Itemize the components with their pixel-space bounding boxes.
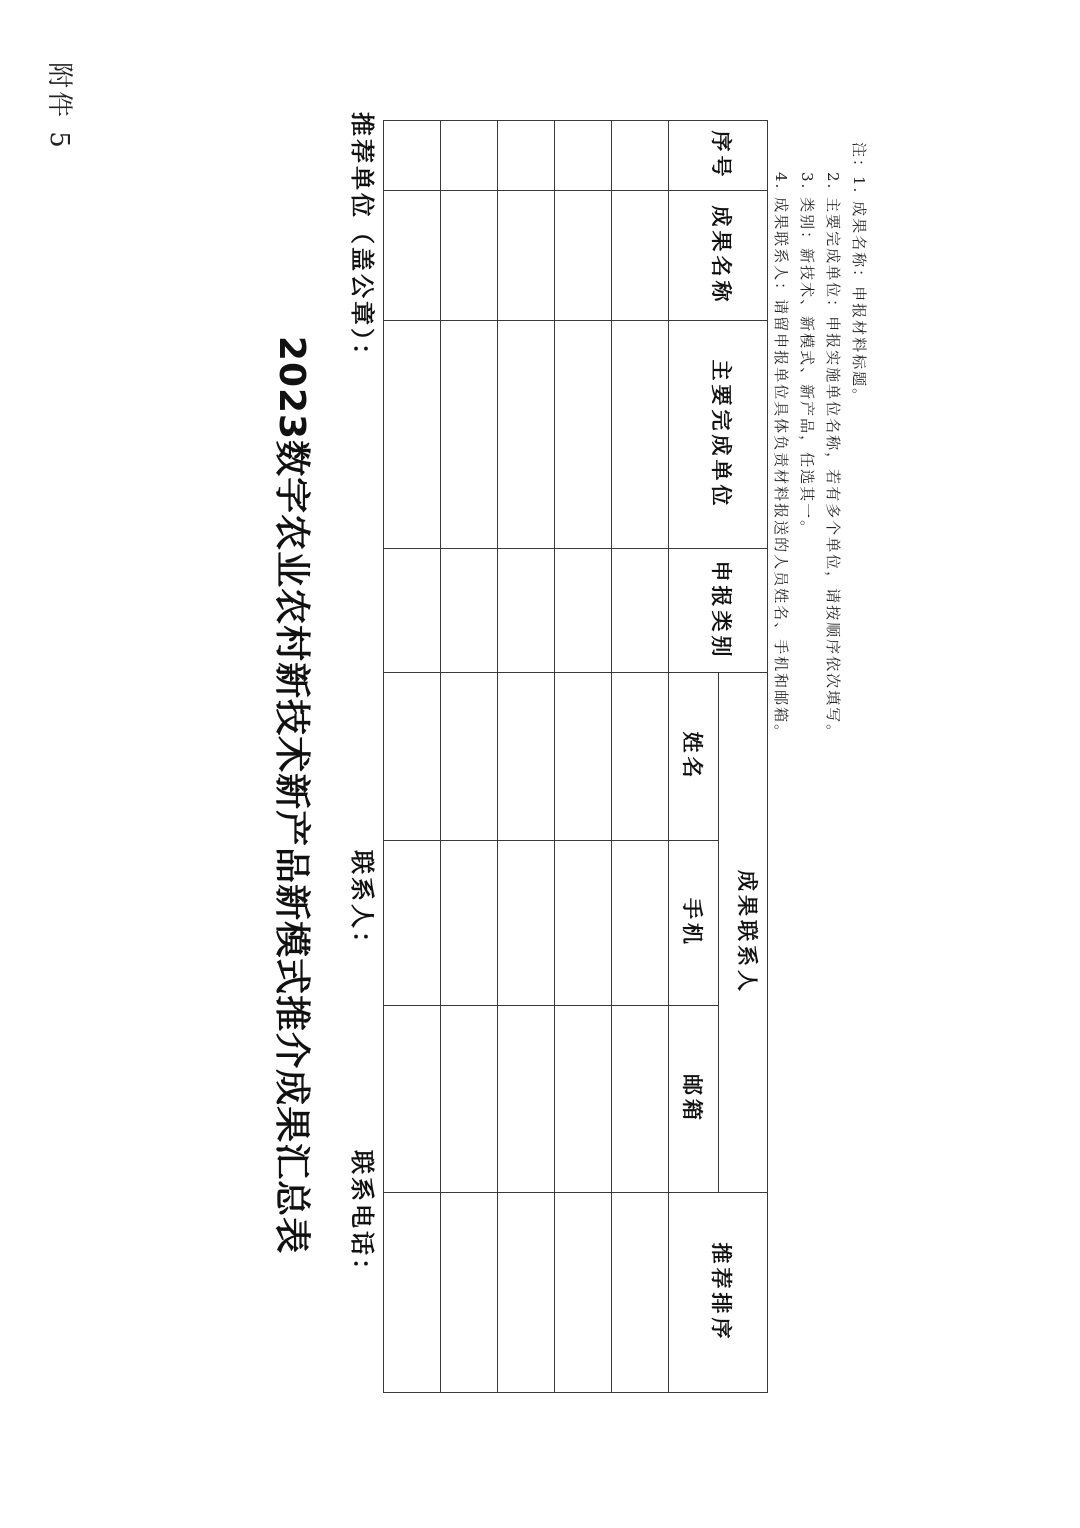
cell-serial-no[interactable]	[612, 121, 669, 191]
table-row	[498, 121, 555, 1393]
cell-contact-mobile[interactable]	[384, 841, 441, 1006]
cell-serial-no[interactable]	[498, 121, 555, 191]
header-category: 申报类别	[669, 549, 768, 673]
page-title: 2023数字农业农村新技术新产品新模式推介成果汇总表	[271, 335, 312, 1255]
header-contact-email: 邮箱	[669, 1006, 719, 1193]
cell-contact-name[interactable]	[384, 673, 441, 841]
note-line: 注：1. 成果名称：申报材料标题。	[850, 142, 868, 406]
cell-contact-email[interactable]	[384, 1006, 441, 1193]
cell-ranking[interactable]	[441, 1193, 498, 1393]
header-serial-no: 序号	[669, 121, 768, 191]
attachment-label: 附件 5	[44, 62, 74, 151]
cell-contact-email[interactable]	[612, 1006, 669, 1193]
header-contact-group: 成果联系人	[719, 673, 768, 1193]
cell-achievement-name[interactable]	[555, 191, 612, 321]
cell-category[interactable]	[384, 549, 441, 673]
header-contact-name: 姓名	[669, 673, 719, 841]
cell-contact-name[interactable]	[555, 673, 612, 841]
cell-ranking[interactable]	[612, 1193, 669, 1393]
cell-contact-mobile[interactable]	[555, 841, 612, 1006]
cell-category[interactable]	[441, 549, 498, 673]
cell-serial-no[interactable]	[555, 121, 612, 191]
table-row	[612, 121, 669, 1393]
cell-contact-mobile[interactable]	[498, 841, 555, 1006]
table-row	[555, 121, 612, 1393]
header-row-1	[719, 121, 768, 1393]
contact-phone-label: 联系电话：	[348, 1150, 376, 1285]
cell-ranking[interactable]	[498, 1193, 555, 1393]
cell-ranking[interactable]	[555, 1193, 612, 1393]
header-ranking: 推荐排序	[669, 1193, 768, 1393]
cell-contact-mobile[interactable]	[441, 841, 498, 1006]
header-main-unit: 主要完成单位	[669, 321, 768, 549]
note-line: 2. 主要完成单位：申报实施单位名称，若有多个单位，请按顺序依次填写。	[824, 172, 842, 742]
cell-contact-name[interactable]	[612, 673, 669, 841]
contact-person-label: 联系人：	[348, 850, 376, 958]
recommending-unit-label: 推荐单位（盖公章）：	[348, 112, 376, 370]
cell-contact-email[interactable]	[498, 1006, 555, 1193]
cell-serial-no[interactable]	[384, 121, 441, 191]
table-row	[384, 121, 441, 1393]
cell-achievement-name[interactable]	[441, 191, 498, 321]
cell-achievement-name[interactable]	[612, 191, 669, 321]
summary-table	[383, 120, 768, 1393]
cell-category[interactable]	[555, 549, 612, 673]
header-contact-mobile: 手机	[669, 841, 719, 1006]
cell-category[interactable]	[612, 549, 669, 673]
cell-ranking[interactable]	[384, 1193, 441, 1393]
cell-main-unit[interactable]	[612, 321, 669, 549]
cell-main-unit[interactable]	[441, 321, 498, 549]
cell-main-unit[interactable]	[555, 321, 612, 549]
cell-contact-email[interactable]	[555, 1006, 612, 1193]
table-row	[441, 121, 498, 1393]
cell-achievement-name[interactable]	[384, 191, 441, 321]
cell-serial-no[interactable]	[441, 121, 498, 191]
cell-contact-name[interactable]	[498, 673, 555, 841]
cell-contact-mobile[interactable]	[612, 841, 669, 1006]
cell-contact-name[interactable]	[441, 673, 498, 841]
notes-block	[768, 142, 872, 741]
note-line: 3. 类别：新技术、新模式、新产品，任选其一。	[798, 172, 816, 538]
cell-achievement-name[interactable]	[498, 191, 555, 321]
cell-category[interactable]	[498, 549, 555, 673]
cell-main-unit[interactable]	[384, 321, 441, 549]
note-line: 4. 成果联系人：请留申报单位具体负责材料报送的人员姓名、手机和邮箱。	[772, 172, 790, 742]
header-achievement-name: 成果名称	[669, 191, 768, 321]
cell-contact-email[interactable]	[441, 1006, 498, 1193]
cell-main-unit[interactable]	[498, 321, 555, 549]
